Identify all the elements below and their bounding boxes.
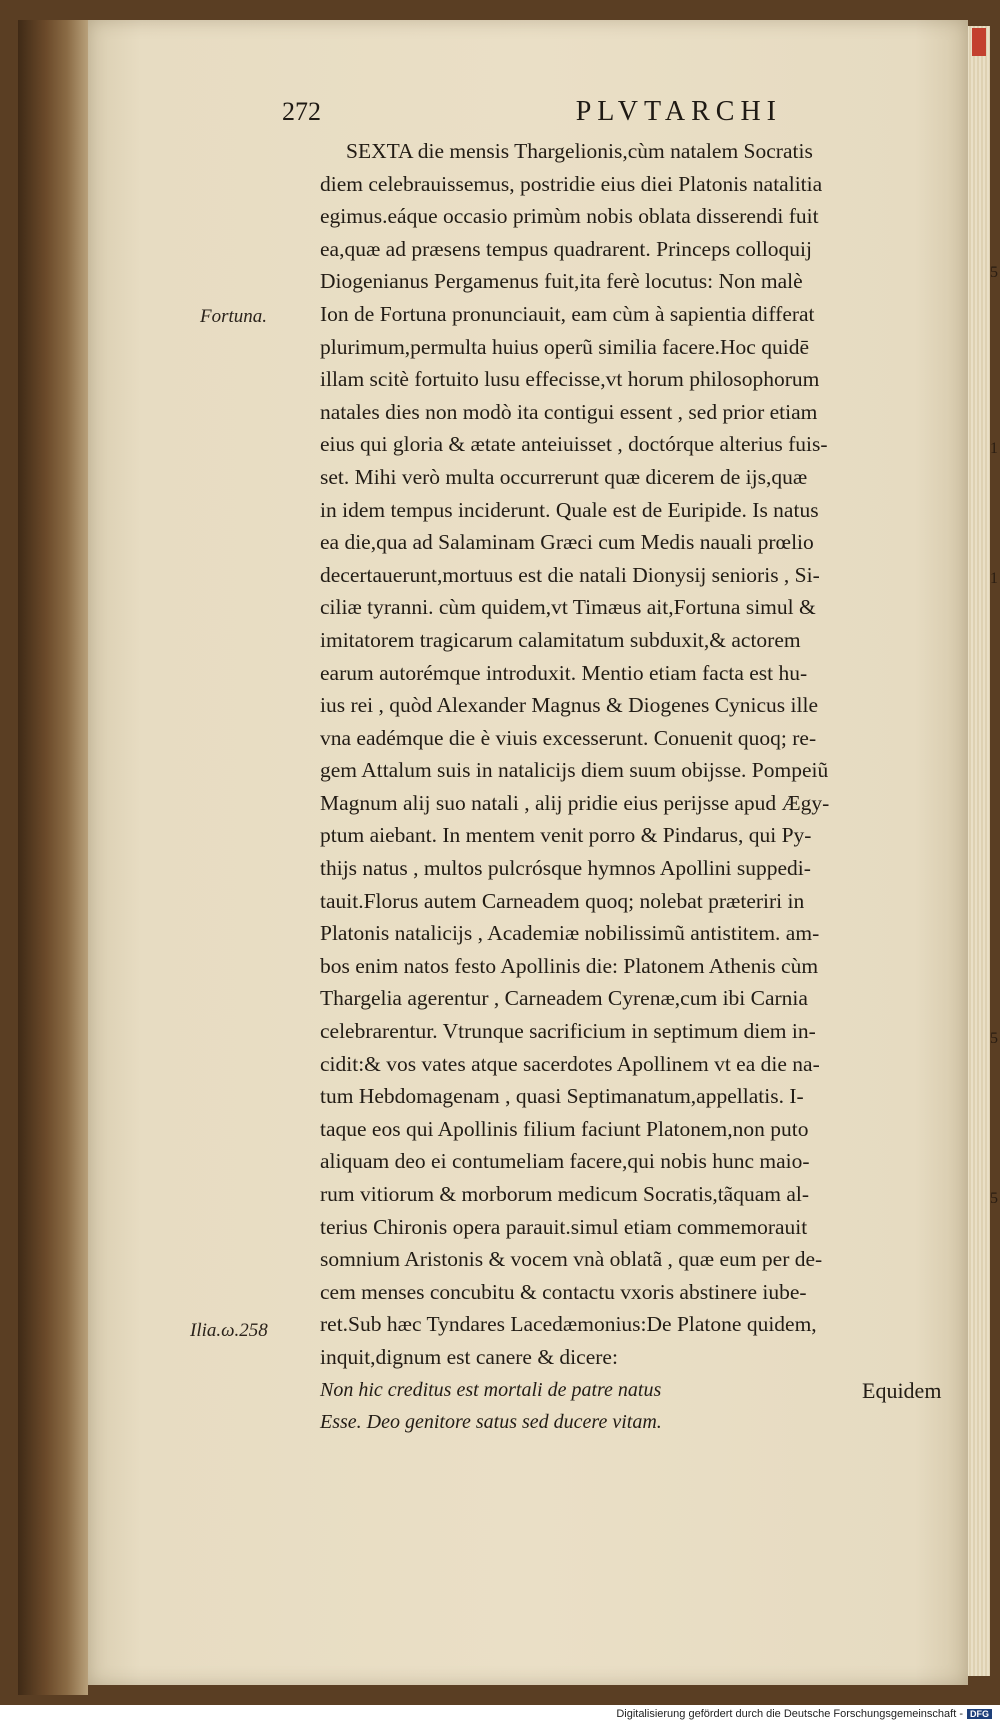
- text-line: taque eos qui Apollinis filium faciunt Platonem,non puto: [320, 1116, 809, 1141]
- text-line: decertauerunt,mortuus est die natali Dionysij senioris , Si-: [320, 562, 820, 587]
- text-line: ptum aiebant. In mentem venit porro & Pindarus, qui Py-: [320, 823, 812, 848]
- dfg-logo: DFG: [967, 1709, 992, 1719]
- text-line: gem Attalum suis in natalicijs diem suum obijsse. Pompeiũ: [320, 758, 829, 783]
- text-line: celebrarentur. Vtrunque sacrificium in septimum diem in-: [320, 1019, 816, 1044]
- side-mark: 5: [990, 1030, 998, 1047]
- bookmark-tab: [972, 28, 986, 56]
- text-line: set. Mihi verò multa occurrerunt quæ dicerem de ijs,quæ: [320, 464, 808, 489]
- text-line: ius rei , quòd Alexander Magnus & Diogenes Cynicus ille: [320, 693, 819, 718]
- text-line: natales dies non modò ita contigui essent , sed prior etiam: [320, 399, 818, 424]
- text-line: cidit:& vos vates atque sacerdotes Apollinem vt ea die na-: [320, 1051, 820, 1076]
- text-line: Thargelia agerentur , Carneadem Cyrenæ,cum ibi Carnia: [320, 986, 808, 1011]
- text-line: Magnum alij suo natali , alij pridie eius perijsse apud Ægy-: [320, 790, 830, 815]
- text-line: tum Hebdomagenam , quasi Septimanatum,appellatis. I-: [320, 1084, 804, 1109]
- side-mark: 5: [990, 1190, 998, 1207]
- text-line: plurimum,permulta huius operũ similia facere.Hoc quidē: [320, 334, 809, 359]
- side-mark: 1: [990, 440, 998, 457]
- main-text-block: [320, 135, 983, 1439]
- text-line: aliquam deo ei contumeliam facere,qui nobis hunc maio-: [320, 1149, 810, 1174]
- verse-line: Non hic creditus est mortali de patre natus: [320, 1378, 662, 1401]
- running-head: PLVTARCHI: [575, 96, 782, 127]
- text-line: imitatorem tragicarum calamitatum subduxit,& actorem: [320, 627, 801, 652]
- text-line: ea,quæ ad præsens tempus quadrarent. Princeps colloquij: [320, 236, 813, 261]
- page-number: 272: [282, 97, 321, 126]
- text-line: Diogenianus Pergamenus fuit,ita ferè locutus: Non malè: [320, 269, 803, 294]
- text-line: inquit,dignum est canere & dicere:: [320, 1344, 618, 1369]
- text-line: in idem tempus inciderunt. Quale est de Euripide. Is natus: [320, 497, 819, 522]
- text-line: tauit.Florus autem Carneadem quoq; nolebat præteriri in: [320, 888, 805, 913]
- side-mark: 5: [990, 264, 998, 281]
- text-line: somnium Aristonis & vocem vnà oblatã , quæ eum per de-: [320, 1247, 823, 1272]
- margin-note-iliad-reference: Ilia.ω.258: [190, 1320, 268, 1341]
- page-header: [282, 96, 782, 132]
- text-line: SEXTA die mensis Thargelionis,cùm natalem Socratis: [346, 139, 813, 163]
- catchword: Equidem: [862, 1378, 942, 1403]
- text-line: cem menses concubitu & contactu vxoris abstinere iube-: [320, 1279, 807, 1304]
- text-line: earum autorémque introduxit. Mentio etiam facta est hu-: [320, 660, 808, 685]
- text-line: Ion de Fortuna pronunciauit, eam cùm à sapientia differat: [320, 301, 815, 326]
- text-line: vna eadémque die è viuis excesserunt. Conuenit quoq; re-: [320, 725, 817, 750]
- digitization-footer: [0, 1705, 1000, 1723]
- text-line: egimus.eáque occasio primùm nobis oblata disserendi fuit: [320, 204, 819, 229]
- verse-line: Esse. Deo genitore satus sed ducere vitam.: [320, 1411, 662, 1434]
- text-line: diem celebrauissemus, postridie eius diei Platonis natalitia: [320, 171, 823, 196]
- text-line: terius Chironis opera parauit.simul etiam commemorauit: [320, 1214, 808, 1239]
- text-line: eius qui gloria & ætate anteiuisset , doctórque alterius fuis-: [320, 432, 828, 457]
- text-line: ea die,qua ad Salaminam Græci cum Medis nauali prœlio: [320, 530, 814, 555]
- footer-credit-text: Digitalisierung gefördert durch die Deutsche Forschungsgemeinschaft -: [616, 1708, 963, 1720]
- text-line: thijs natus , multos pulcrósque hymnos Apollini suppedi-: [320, 856, 811, 881]
- margin-note-fortuna: Fortuna.: [200, 306, 268, 327]
- text-line: rum vitiorum & morborum medicum Socratis,tãquam al-: [320, 1182, 810, 1206]
- text-line: Platonis natalicijs , Academiæ nobilissimũ antistitem. am-: [320, 921, 820, 946]
- book-spine: [18, 20, 88, 1695]
- text-line: bos enim natos festo Apollinis die: Platonem Athenis cùm: [320, 953, 819, 978]
- text-line: ciliæ tyranni. cùm quidem,vt Timæus ait,Fortuna simul &: [320, 595, 816, 620]
- side-mark: 1: [990, 570, 998, 587]
- text-line: illam scitè fortuito lusu effecisse,vt horum philosophorum: [320, 367, 820, 392]
- text-line: ret.Sub hæc Tyndares Lacedæmonius:De Platone quidem,: [320, 1312, 817, 1337]
